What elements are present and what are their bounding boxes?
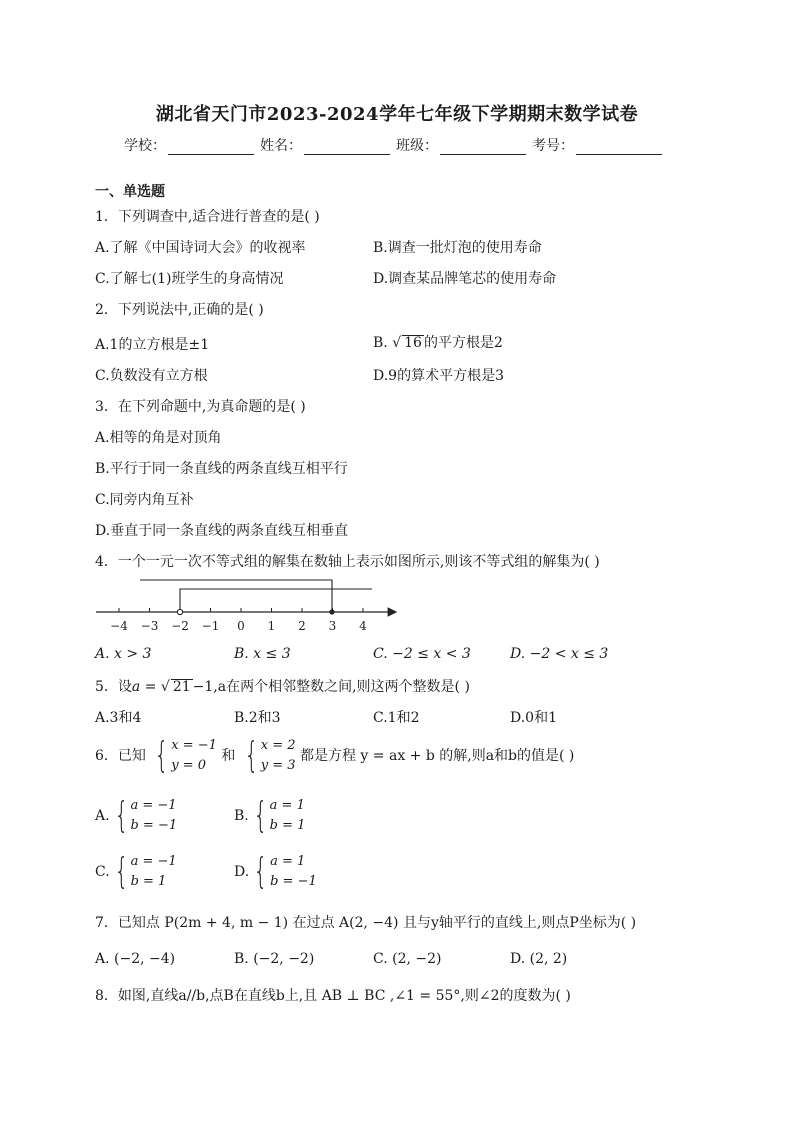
- q6-stem: [95, 736, 574, 776]
- q6-and: 和: [221, 748, 236, 764]
- q6-b-label: B.: [234, 808, 249, 824]
- q2-b-radicand: 16: [404, 335, 422, 351]
- q4-stem: 4．一个一元一次不等式组的解集在数轴上表示如图所示,则该不等式组的解集为( ): [95, 554, 600, 570]
- q6-b-row2: b = 1: [269, 818, 306, 833]
- q6-prefix: 6．已知: [95, 748, 146, 764]
- q5-option-d: D.0和1: [510, 710, 557, 726]
- q6-c-label: C.: [95, 864, 110, 880]
- q7-stem: 7．已知点 P(2m + 4, m − 1) 在过点 A(2, −4) 且与y轴平行的直线上,则点P坐标为( ): [95, 915, 637, 931]
- number-label: 考号：: [532, 138, 574, 154]
- q3-stem: 3．在下列命题中,为真命题的是( ): [95, 399, 306, 415]
- q6-s1-row1: x = −1: [171, 738, 217, 753]
- q2-option-b: [373, 332, 503, 352]
- q2-b-prefix: B.: [373, 335, 393, 351]
- q2-option-a: A.1的立方根是±1: [95, 337, 210, 353]
- q8-stem: 8．如图,直线a//b,点B在直线b上,且 AB ⊥ BC ,∠1 = 55°,则∠2的度数为( ): [95, 988, 571, 1004]
- tick-label: −2: [171, 619, 189, 633]
- q4-option-a: A. x > 3: [95, 646, 152, 662]
- tick-label: 1: [267, 619, 276, 633]
- q3-option-d: D.垂直于同一条直线的两条直线互相垂直: [95, 523, 349, 539]
- name-blank[interactable]: [304, 138, 390, 155]
- sqrt-sign: √: [392, 335, 402, 351]
- q6-d-row2: b = −1: [270, 874, 317, 889]
- tick-label: −3: [140, 619, 159, 633]
- q5-a-equals: a =: [131, 679, 161, 695]
- name-label: 姓名：: [260, 138, 302, 154]
- q6-d-row1: a = 1: [270, 854, 306, 869]
- q7-option-d: D. (2, 2): [510, 951, 568, 967]
- q6-d-label: D.: [234, 864, 250, 880]
- q7-option-b: B. (−2, −2): [234, 951, 315, 967]
- q7-option-a: A. (−2, −4): [95, 951, 176, 967]
- q6-s2-row1: x = 2: [260, 738, 296, 753]
- tick-label: −4: [110, 619, 128, 633]
- q6-b-row1: a = 1: [269, 798, 305, 813]
- section-heading: 一、单选题: [95, 184, 165, 200]
- q5-radicand: 21: [172, 679, 191, 695]
- q1-option-a: A.了解《中国诗词大会》的收视率: [95, 240, 306, 256]
- q6-option-d: D. { a = 1 b = −1: [234, 851, 317, 892]
- open-point-neg2: [177, 609, 182, 614]
- q1-stem: 1．下列调查中,适合进行普查的是( ): [95, 209, 320, 225]
- q1-option-d: D.调查某品牌笔芯的使用寿命: [373, 271, 557, 287]
- q6-s2-row2: y = 3: [260, 758, 296, 773]
- q5-option-b: B.2和3: [234, 710, 281, 726]
- school-blank[interactable]: [168, 138, 254, 155]
- q6-a-label: A.: [95, 808, 110, 824]
- upper-range-line: [140, 580, 332, 612]
- q7-option-c: C. (2, −2): [373, 951, 442, 967]
- tick-label: 2: [298, 619, 306, 633]
- q3-option-b: B.平行于同一条直线的两条直线互相平行: [95, 461, 348, 477]
- q5-option-a: A.3和4: [95, 710, 142, 726]
- number-line-figure: [90, 572, 410, 638]
- q6-a-row1: a = −1: [130, 798, 177, 813]
- q6-option-c: C. { a = −1 b = 1: [95, 851, 177, 892]
- tick-label: 3: [328, 619, 337, 633]
- q4-option-c: C. −2 ≤ x < 3: [373, 646, 471, 662]
- q2-option-d: D.9的算术平方根是3: [373, 368, 504, 384]
- q6-option-a: A. { a = −1 b = −1: [95, 795, 178, 836]
- tick-label: 0: [237, 619, 245, 633]
- q6-system-2: { x = 2 y = 3: [244, 735, 296, 776]
- class-blank[interactable]: [440, 138, 526, 155]
- q6-suffix: 都是方程 y = ax + b 的解,则a和b的值是( ): [299, 748, 575, 764]
- q4-option-d: D. −2 < x ≤ 3: [510, 646, 609, 662]
- q6-c-row1: a = −1: [130, 854, 177, 869]
- q5-stem-rest: −1,a在两个相邻整数之间,则这两个整数是( ): [192, 679, 470, 695]
- class-label: 班级：: [396, 138, 438, 154]
- q3-option-a: A.相等的角是对顶角: [95, 430, 222, 446]
- q6-a-row2: b = −1: [130, 818, 178, 833]
- tick-label: −1: [201, 619, 220, 633]
- q5-option-c: C.1和2: [373, 710, 420, 726]
- q4-option-b: B. x ≤ 3: [234, 646, 291, 662]
- tick-label: 4: [359, 619, 367, 633]
- q5-stem: [95, 676, 470, 696]
- closed-point-3: [329, 609, 334, 614]
- q1-option-c: C.了解七(1)班学生的身高情况: [95, 271, 284, 287]
- exam-title: 湖北省天门市2023-2024学年七年级下学期期末数学试卷: [155, 104, 639, 125]
- student-info-row: [124, 135, 668, 155]
- school-label: 学校：: [124, 138, 166, 154]
- q6-system-1: { x = −1 y = 0: [154, 735, 217, 776]
- q2-b-suffix: 的平方根是2: [423, 335, 503, 351]
- sqrt-sign: √: [160, 679, 170, 695]
- q6-s1-row2: y = 0: [171, 758, 207, 773]
- q6-option-b: B. { a = 1 b = 1: [234, 795, 306, 836]
- q2-stem: 2．下列说法中,正确的是( ): [95, 302, 264, 318]
- q5-stem-prefix: 5．设: [95, 679, 132, 695]
- q6-c-row2: b = 1: [130, 874, 167, 889]
- q2-option-c: C.负数没有立方根: [95, 368, 208, 384]
- number-blank[interactable]: [576, 138, 662, 155]
- q3-option-c: C.同旁内角互补: [95, 492, 194, 508]
- q1-option-b: B.调查一批灯泡的使用寿命: [373, 240, 542, 256]
- lower-range-line: [180, 589, 372, 612]
